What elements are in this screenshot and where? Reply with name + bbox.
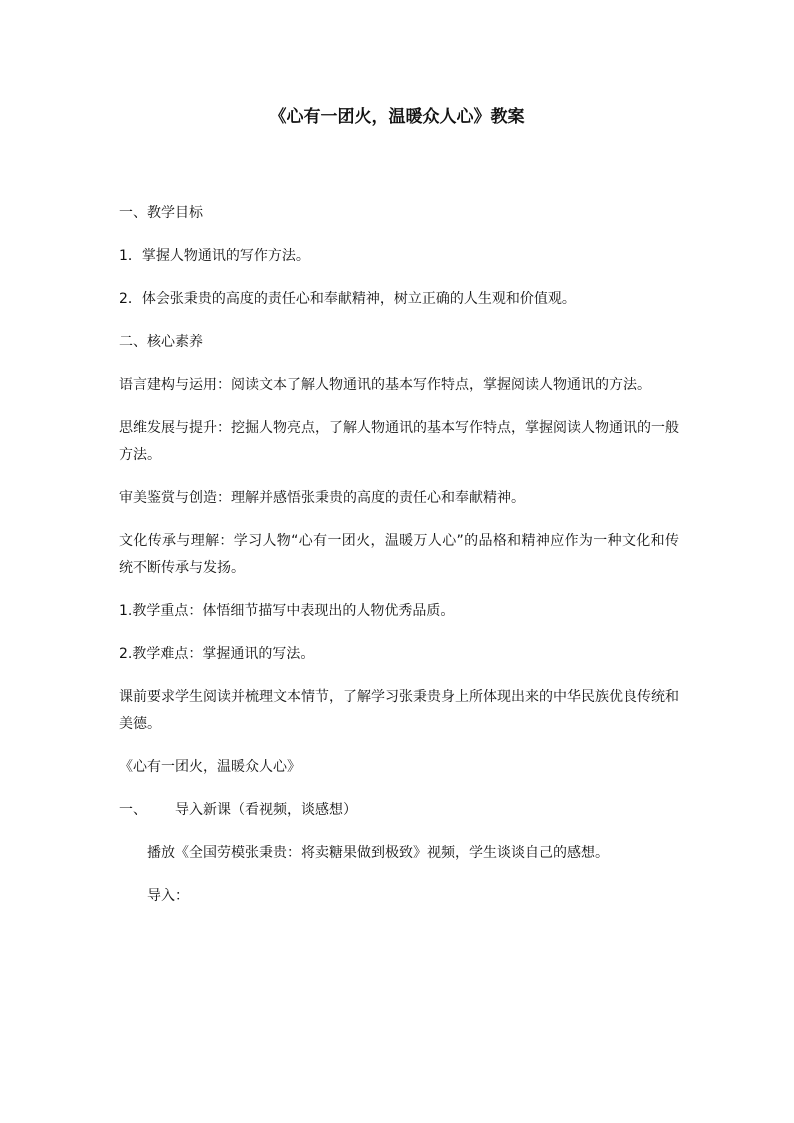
section-one-number: 一、: [119, 802, 147, 818]
video-instruction: 播放《全国劳模张秉贵：将卖糖果做到极致》视频，学生谈谈自己的感想。: [147, 845, 609, 861]
literacy-thinking: 思维发展与提升：挖掘人物亮点，了解人物通讯的基本写作特点，掌握阅读人物通讯的一般方法。: [119, 420, 679, 463]
intro-label: 导入：: [147, 888, 189, 904]
teaching-difficulty: 2.教学难点：掌握通讯的写法。: [119, 646, 315, 662]
pre-class-requirement: 课前要求学生阅读并梳理文本情节，了解学习张秉贵身上所体现出来的中华民族优良传统和美德。: [119, 689, 679, 732]
lesson-title: 《心有一团火，温暖众人心》: [119, 759, 301, 775]
document-body: [119, 200, 679, 926]
goal-item-1: 1．掌握人物通讯的写作方法。: [119, 248, 310, 264]
literacy-culture: 文化传承与理解：学习人物“心有一团火，温暖万人心”的品格和精神应作为一种文化和传统不断传承与发扬。: [119, 533, 679, 576]
literacy-aesthetics: 审美鉴赏与创造：理解并感悟张秉贵的高度的责任心和奉献精神。: [119, 490, 525, 506]
heading-core-literacy: 二、核心素养: [119, 334, 203, 350]
goal-item-2: 2．体会张秉贵的高度的责任心和奉献精神，树立正确的人生观和价值观。: [119, 291, 576, 307]
document-title: 《心有一团火，温暖众人心》教案: [269, 107, 525, 127]
teaching-focus: 1.教学重点：体悟细节描写中表现出的人物优秀品质。: [119, 603, 455, 619]
literacy-language: 语言建构与运用：阅读文本了解人物通讯的基本写作特点，掌握阅读人物通讯的方法。: [119, 377, 651, 393]
section-one-label: 导入新课（看视频，谈感想）: [175, 802, 357, 818]
heading-teaching-goals: 一、教学目标: [119, 205, 203, 221]
heading-section-one: [119, 797, 679, 824]
